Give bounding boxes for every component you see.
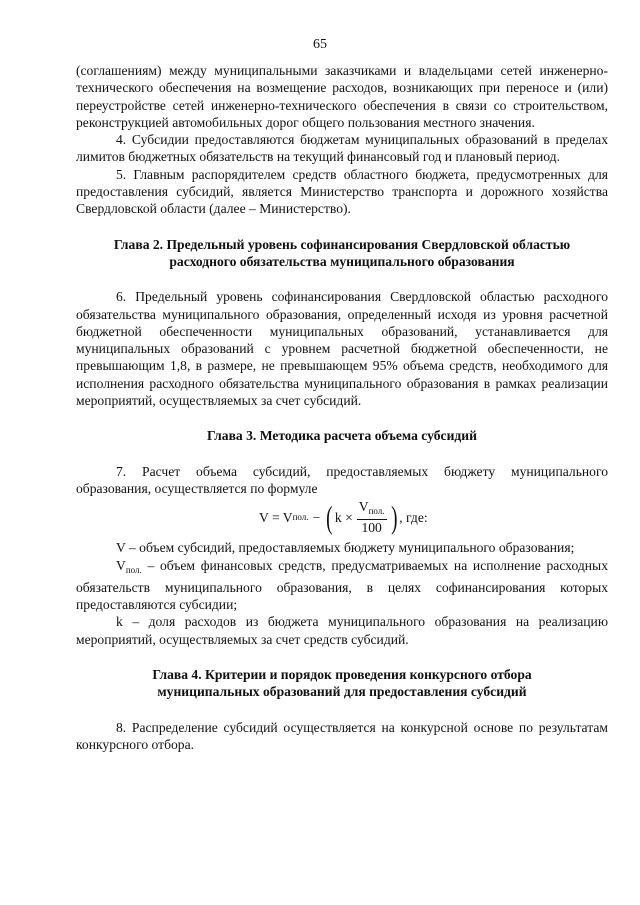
formula-expression [259, 498, 428, 536]
paragraph-continuation: (соглашениям) между муниципальными заказчиками и владельцами сетей инженерно-технического обеспечения на возмещение расходов, возникающих при переносе и (или) переустройстве сетей инженерно-технического обеспечения в связи со строительством, реконструкцией автомобильных дорог общего пользования местного значения. [76, 63, 608, 130]
formula-denominator: 100 [361, 520, 382, 536]
formula-close-paren: ) [390, 499, 398, 536]
formula [76, 498, 608, 536]
formula-k-times: k × [334, 509, 353, 525]
formula-minus: − [312, 509, 321, 525]
chapter-2-title [76, 236, 608, 271]
chapter-2-title-line2: расходного обязательства муниципального образования [169, 253, 515, 269]
formula-tail: , где: [399, 509, 428, 525]
paragraph-4: 4. Субсидии предоставляются бюджетам муниципальных образований в пределах лимитов бюджетных обязательств на текущий финансовый год и плановый период. [76, 132, 608, 165]
paragraph-6: 6. Предельный уровень софинансирования Свердловской областью расходного обязательства муниципального образования, определенный исходя из уровня расчетной бюджетной обеспеченности муниципальных образований, устанавливается для муниципальных образований с уровнем расчетной бюджетной обеспеченности, не превышающим 1,8, в размере, не превышающем 95% объема средств, необходимого для исполнения расходного обязательства муниципального образования в рамках реализации мероприятий, осуществляемых за счет субсидий. [76, 289, 608, 409]
paragraph-8: 8. Распределение субсидий осуществляется на конкурсной основе по результатам конкурсного отбора. [76, 719, 608, 752]
definition-vpol: $V_{пол.}$ – объем финансовых средств, предусматриваемых на исполнение расходных обязательств муниципального образования, в целях софинансирования которых предоставляются субсидии; [76, 557, 608, 613]
page-number: 65 [313, 37, 327, 52]
formula-open-paren: ( [326, 499, 333, 536]
formula-lhs-sub: пол. [292, 511, 309, 522]
formula-numerator: $V_{пол.}$ [357, 499, 387, 520]
chapter-3-title: Глава 3. Методика расчета объема субсидий [207, 428, 477, 444]
formula-fraction [357, 499, 387, 535]
definition-v: V – объем субсидий, предоставляемых бюджету муниципального образования; [116, 540, 575, 556]
paragraph-7: 7. Расчет объема субсидий, предоставляемых бюджету муниципального образования, осуществляется по формуле [76, 463, 608, 496]
chapter-2-title-line1: Глава 2. Предельный уровень софинансирования Свердловской областью [113, 236, 571, 252]
chapter-4-title-line1: Глава 4. Критерии и порядок проведения конкурсного отбора [152, 667, 532, 683]
paragraph-5: 5. Главным распорядителем средств областного бюджета, предусмотренных для предоставления субсидий, является Министерство транспорта и дорожного хозяйства Свердловской области (далее – Министерство). [76, 166, 608, 217]
chapter-4-title [76, 666, 608, 701]
definition-k: k – доля расходов из бюджета муниципального образования на реализацию мероприятий, осуществляемых за счет средств субсидий. [76, 614, 608, 647]
document-body [76, 62, 608, 753]
chapter-4-title-line2: муниципальных образований для предоставления субсидий [157, 684, 527, 700]
formula-lhs: V = V [259, 509, 293, 525]
